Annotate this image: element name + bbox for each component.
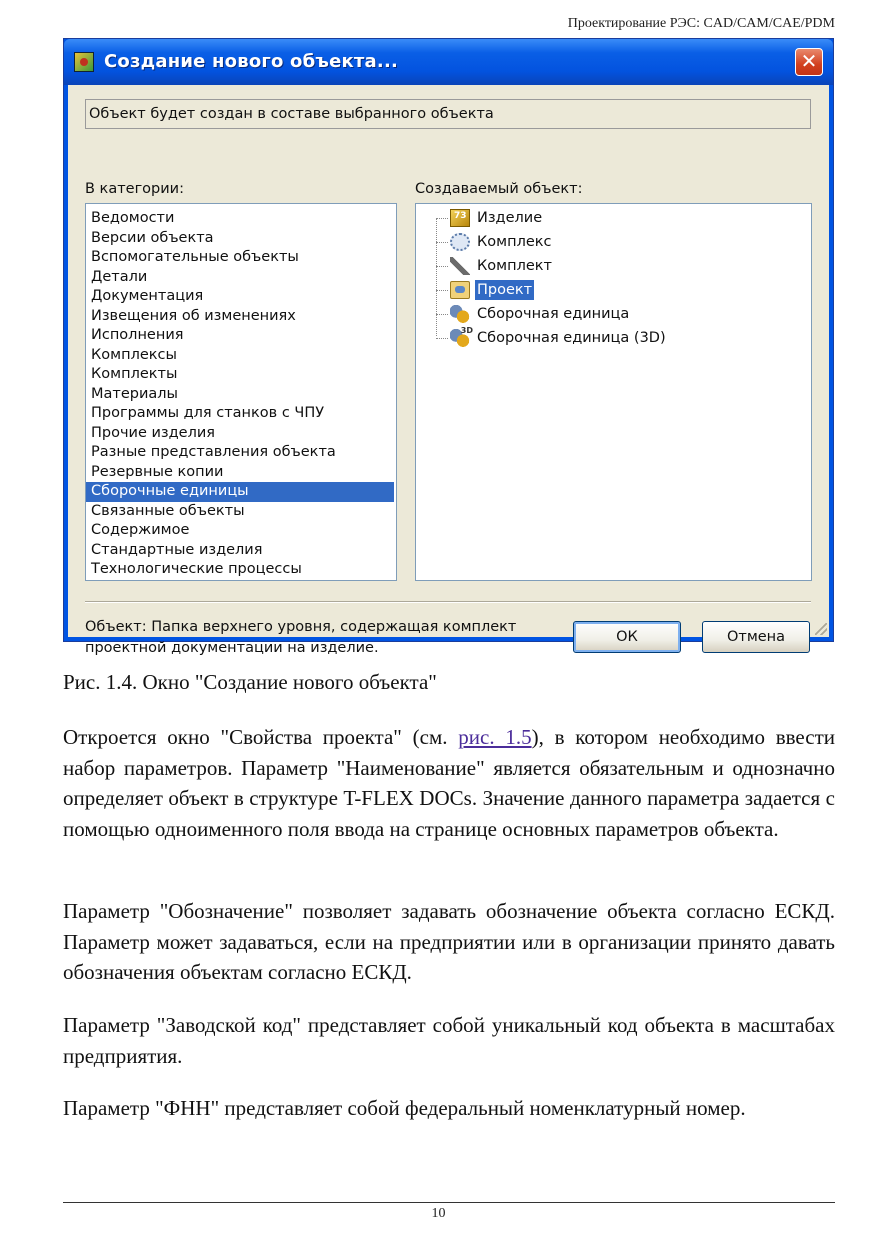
app-icon — [74, 52, 94, 72]
paragraph-3: Параметр "Заводской код" представляет собой уникальный код объекта в масштабах предприятия. — [63, 1013, 835, 1068]
category-item[interactable]: Резервные копии — [91, 463, 224, 480]
category-label: В категории: — [85, 181, 184, 197]
category-item[interactable]: Ведомости — [91, 210, 175, 226]
resize-grip-icon[interactable] — [815, 623, 827, 635]
status-line-1: Объект: Папка верхнего уровня, содержащая комплект — [85, 619, 517, 635]
tree-branch — [436, 314, 448, 315]
category-item[interactable]: Версии объекта — [91, 229, 214, 246]
running-head: Проектирование РЭС: CAD/CAM/CAE/PDM — [567, 16, 835, 31]
tree-item[interactable] — [436, 303, 631, 325]
category-item[interactable]: Комплекты — [91, 366, 178, 382]
tree-item[interactable] — [436, 279, 534, 301]
info-field: Объект будет создан в составе выбранного объекта — [85, 99, 811, 129]
dialog-client-area — [68, 85, 829, 656]
kit-icon — [450, 257, 470, 275]
category-item[interactable]: Извещения об изменениях — [91, 307, 296, 324]
tree-item-label: Проект — [477, 282, 533, 298]
paragraph-1 — [63, 722, 835, 844]
category-item[interactable]: Связанные объекты — [91, 502, 245, 519]
category-item[interactable]: Вспомогательные объекты — [91, 249, 299, 265]
category-item[interactable]: Программы для станков с ЧПУ — [91, 405, 325, 421]
category-item[interactable]: Документация — [91, 288, 204, 304]
category-item[interactable]: Материалы — [91, 385, 178, 402]
object-label: Создаваемый объект: — [415, 181, 583, 197]
tree-item-label: Комплекс — [477, 234, 552, 250]
tree-branch — [436, 338, 448, 339]
assembly-unit-3d-icon — [450, 329, 470, 347]
tree-item[interactable] — [436, 255, 554, 277]
figure-caption: Рис. 1.4. Окно "Создание нового объекта" — [63, 670, 437, 694]
figure-link[interactable]: рис. 1.5 — [458, 725, 532, 749]
category-item[interactable]: Технологические процессы — [91, 561, 302, 577]
category-item[interactable]: Комплексы — [91, 346, 177, 363]
paragraph-1-start: Откроется окно "Свойства проекта" (см. — [63, 725, 459, 749]
paragraph-2: Параметр "Обозначение" позволяет задавать обозначение объекта согласно ЕСКД. Параметр может задаваться, если на предприятии или в организации принято давать обозначения объектам согласно ЕСКД. — [63, 899, 835, 984]
project-icon — [450, 281, 470, 299]
category-item[interactable]: Разные представления объекта — [91, 444, 336, 460]
tree-item[interactable] — [436, 207, 544, 229]
assembly-unit-icon — [450, 305, 470, 323]
tree-item[interactable] — [436, 231, 554, 253]
category-item[interactable]: Стандартные изделия — [91, 541, 263, 558]
tree-item-label: Изделие — [477, 210, 543, 226]
page-number: 10 — [431, 1206, 446, 1221]
tree-item-label: Сборочная единица — [477, 306, 630, 322]
dialog-screenshot — [63, 38, 834, 656]
category-item[interactable]: Сборочные единицы — [86, 482, 394, 502]
tree-branch — [436, 218, 448, 219]
category-item[interactable]: Прочие изделия — [91, 424, 215, 441]
tree-item-label: Комплект — [477, 258, 552, 274]
category-item[interactable]: Исполнения — [91, 327, 184, 343]
dialog-title: Создание нового объекта... — [104, 51, 399, 72]
tree-item-label: Сборочная единица (3D) — [477, 330, 666, 346]
tree-branch — [436, 266, 448, 267]
dialog-titlebar — [64, 39, 833, 85]
paragraph-1-end: ), в котором необходимо ввести набор параметров. Параметр "Наименование" является обязательным и однозначно определяет объект в структуре T-FLEX DOCs. Значение данного параметра задается с помощью одноименного поля ввода на странице основных параметров объекта. — [63, 725, 835, 841]
status-line-2: проектной документации на изделие. — [85, 640, 379, 656]
footer-rule — [63, 1202, 835, 1203]
close-button[interactable]: ✕ — [795, 48, 823, 76]
status-text — [85, 617, 555, 659]
tree-branch — [436, 290, 448, 291]
separator — [85, 601, 811, 603]
tree-branch — [436, 242, 448, 243]
object-tree[interactable] — [415, 203, 812, 581]
ok-button[interactable]: ОК — [573, 621, 681, 653]
product-icon — [450, 209, 470, 227]
cancel-button[interactable]: Отмена — [702, 621, 810, 653]
complex-icon — [450, 233, 470, 251]
tree-item[interactable] — [436, 327, 668, 349]
category-list[interactable] — [85, 203, 397, 581]
category-item[interactable]: Детали — [91, 268, 148, 285]
category-item[interactable]: Содержимое — [91, 522, 190, 538]
paragraph-4: Параметр "ФНН" представляет собой федеральный номенклатурный номер. — [63, 1096, 746, 1120]
